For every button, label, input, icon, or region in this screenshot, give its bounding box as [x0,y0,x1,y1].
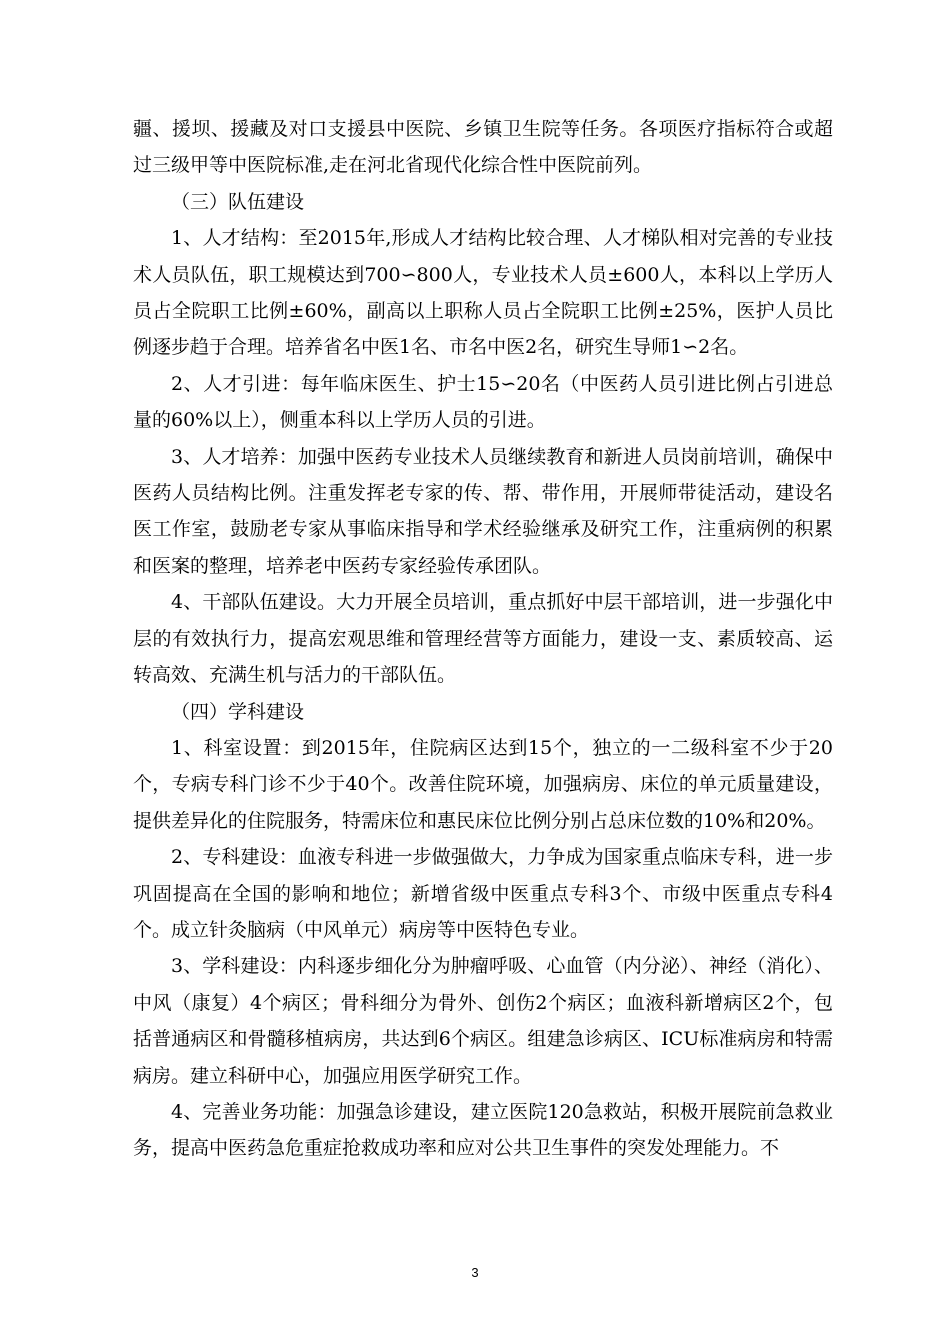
paragraph-specialty-building: 2、专科建设：血液专科进一步做强做大，力争成为国家重点临床专科，进一步巩固提高在全国的影响和地位；新增省级中医重点专科3个、市级中医重点专科4个。成立针灸脑病（中风单元）病房等中医特色专业。 [133,846,833,941]
paragraph-talent-recruitment: 2、人才引进：每年临床医生、护士15∽20名（中医药人员引进比例占引进总量的60%以上），侧重本科以上学历人员的引进。 [133,372,833,432]
paragraph-talent-training: 3、人才培养：加强中医药专业技术人员继续教育和新进人员岗前培训，确保中医药人员结构比例。注重发挥老专家的传、帮、带作用，开展师带徒活动，建设名医工作室，鼓励老专家从事临床指导和学术经验继承及研究工作，注重病例的积累和医案的整理，培养老中医药专家经验传承团队。 [133,445,833,577]
paragraph-talent-structure: 1、人才结构：至2015年,形成人才结构比较合理、人才梯队相对完善的专业技术人员队伍，职工规模达到700∽800人，专业技术人员±600人，本科以上学历人员占全院职工比例±60%，副高以上职称人员占全院职工比例±25%，医护人员比例逐步趋于合理。培养省名中医1名、市名中医2名，研究生导师1∽2名。 [133,227,833,359]
paragraph-department-setup: 1、科室设置：到2015年，住院病区达到15个，独立的一二级科室不少于20个，专病专科门诊不少于40个。改善住院环境，加强病房、床位的单元质量建设，提供差异化的住院服务，特需床位和惠民床位比例分别占总床位数的10%和20%。 [133,736,833,832]
paragraph-continuation: 疆、援坝、援藏及对口支援县中医院、乡镇卫生院等任务。各项医疗指标符合或超过三级甲等中医院标准,走在河北省现代化综合性中医院前列。 [133,118,833,177]
section-heading-discipline-building: （四）学科建设 [171,700,305,723]
document-body [133,111,833,1167]
paragraph-business-functions: 4、完善业务功能：加强急诊建设，建立医院120急救站，积极开展院前急救业务，提高中医药急危重症抢救成功率和应对公共卫生事件的突发处理能力。不 [133,1100,833,1160]
section-heading-team-building: （三）队伍建设 [171,190,305,213]
paragraph-cadre-building: 4、干部队伍建设。大力开展全员培训，重点抓好中层干部培训，进一步强化中层的有效执行力，提高宏观思维和管理经营等方面能力，建设一支、素质较高、运转高效、充满生机与活力的干部队伍。 [133,591,833,687]
page-number: 3 [471,1265,479,1280]
paragraph-discipline-building: 3、学科建设：内科逐步细化分为肿瘤呼吸、心血管（内分泌）、神经（消化）、中风（康复）4个病区；骨科细分为骨外、创伤2个病区；血液科新增病区2个，包括普通病区和骨髓移植病房，共达到6个病区。组建急诊病区、ICU标准病房和特需病房。建立科研中心，加强应用医学研究工作。 [133,955,833,1087]
